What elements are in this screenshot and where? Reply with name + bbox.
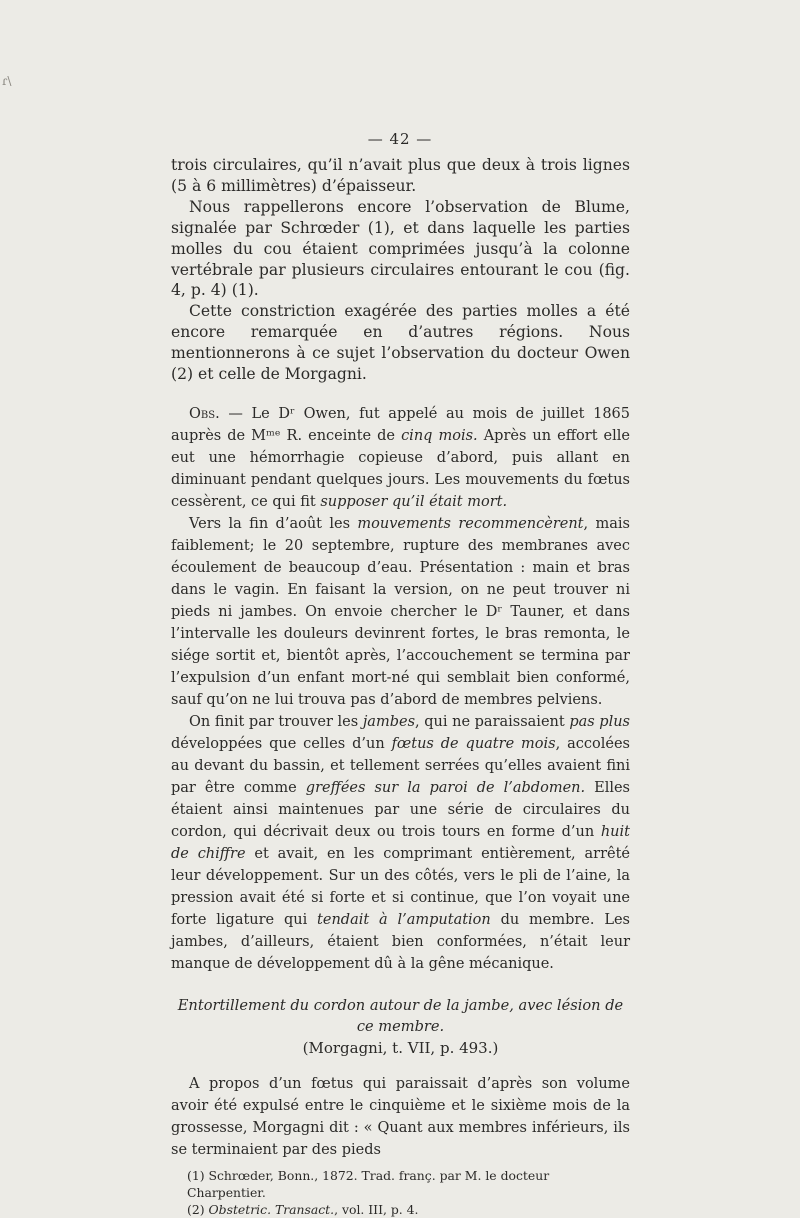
p6-italic-2: pas plus <box>569 713 630 730</box>
p6-italic-1: jambes <box>362 713 416 730</box>
section-heading-ref: (Morgagni, t. VII, p. 493.) <box>302 1038 499 1057</box>
p6-text-d: , accolées au devant du bassin, et tellement serrées qu’elles avaient fini par être comme <box>171 735 630 796</box>
footnote-2 <box>171 1201 630 1218</box>
fn2-italic: Obstetric. Transact. <box>208 1201 335 1217</box>
observation-section <box>171 403 630 1218</box>
footnotes <box>171 1167 630 1218</box>
heading-gap-2 <box>171 1059 630 1073</box>
p6-text-a: On finit par trouver les <box>189 713 363 730</box>
margin-mark: ɾ\ <box>2 74 12 88</box>
body-text <box>171 155 630 1218</box>
p6-text-b: , qui ne paraissaient <box>415 713 570 730</box>
fn2-text-a: (2) <box>187 1201 209 1217</box>
p6-text-g: du membre. Les jambes, d’ailleurs, étaient bien conformées, n’était leur manque de développement dû à la gêne mécanique. <box>171 911 630 972</box>
p6-text-f: et avait, en les comprimant entièrement, arrêté leur développement. Sur un des côtés, vers le pli de l’aine, la pression avait été si forte et si continue, que l’on voyait une forte ligature qui <box>171 845 630 928</box>
p6-italic-4: greffées sur la paroi de l’abdomen. <box>305 779 586 796</box>
obs-label: Obs. <box>189 405 220 422</box>
paragraph-5 <box>171 513 630 711</box>
p5-text-b: , mais faiblement; le 20 septembre, rupture des membranes avec écoulement de beaucoup d’eau. Présentation : main et bras dans le vagin. En faisant la version, on ne peut trouver ni pieds ni jambes. On envoie chercher le Dʳ Tauner, et dans l’intervalle les douleurs devinrent fortes, le bras remonta, le siége sortit et, bientôt après, l’accouchement se termina par l’expulsion d’un enfant mort-né qui semblait bien conformé, sauf qu’on ne lui trouva pas d’abord de membres pelviens. <box>171 515 630 708</box>
paragraph-6 <box>171 711 630 975</box>
footnote-1: (1) Schrœder, Bonn., 1872. Trad. franç. par M. le docteur Charpentier. <box>187 1167 550 1200</box>
paragraph-3: Cette constriction exagérée des parties molles a été encore remarquée en d’autres régions. Nous mentionnerons à ce sujet l’observation du docteur Owen (2) et celle de Morgagni. <box>171 302 630 384</box>
p6-text-e: Elles étaient ainsi maintenues par une série de circulaires du cordon, qui décrivait deux ou trois tours en forme d’un <box>171 779 630 840</box>
p6-italic-3: fœtus de quatre mois <box>391 735 556 752</box>
obs-text-a: — Le Dʳ Owen, fut appelé au mois de juillet 1865 auprès de Mᵐᵉ R. enceinte de <box>171 405 630 444</box>
obs-italic-b: supposer qu’il était mort. <box>320 493 508 510</box>
page-number: — 42 — <box>367 130 433 148</box>
obs-italic-a: cinq mois. <box>401 427 478 444</box>
section-gap <box>171 385 630 403</box>
section-heading: Entortillement du cordon autour de la jambe, avec lésion de ce membre. <box>177 996 624 1035</box>
heading-gap <box>171 975 630 995</box>
paragraph-1: trois circulaires, qu’il n’avait plus que deux à trois lignes (5 à 6 millimètres) d’épaisseur. <box>171 156 630 195</box>
obs-text-b: Après un effort elle eut une hémorrhagie copieuse d’abord, puis allant en diminuant pendant quelques jours. Les mouvements du fœtus cessèrent, ce qui fit <box>171 427 630 510</box>
p6-italic-6: tendait à l’amputation <box>317 911 491 928</box>
p6-italic-5: huit de chiffre <box>171 823 630 862</box>
p5-text-a: Vers la fin d’août les <box>189 515 358 532</box>
paragraph-7: A propos d’un fœtus qui paraissait d’après son volume avoir été expulsé entre le cinquième et le sixième mois de la grossesse, Morgagni dit : « Quant aux membres inférieurs, ils se terminaient par des pieds <box>171 1075 630 1158</box>
observation-paragraph <box>171 403 630 513</box>
p5-italic: mouvements recommencèrent <box>357 515 584 532</box>
p6-text-c: développées que celles d’un <box>171 735 392 752</box>
fn2-text-b: , vol. III, p. 4. <box>334 1201 419 1217</box>
paragraph-2: Nous rappellerons encore l’observation de Blume, signalée par Schrœder (1), et dans laquelle les parties molles du cou étaient comprimées jusqu’à la colonne vertébrale par plusieurs circulaires entourant le cou (fig. 4, p. 4) (1). <box>171 197 630 300</box>
